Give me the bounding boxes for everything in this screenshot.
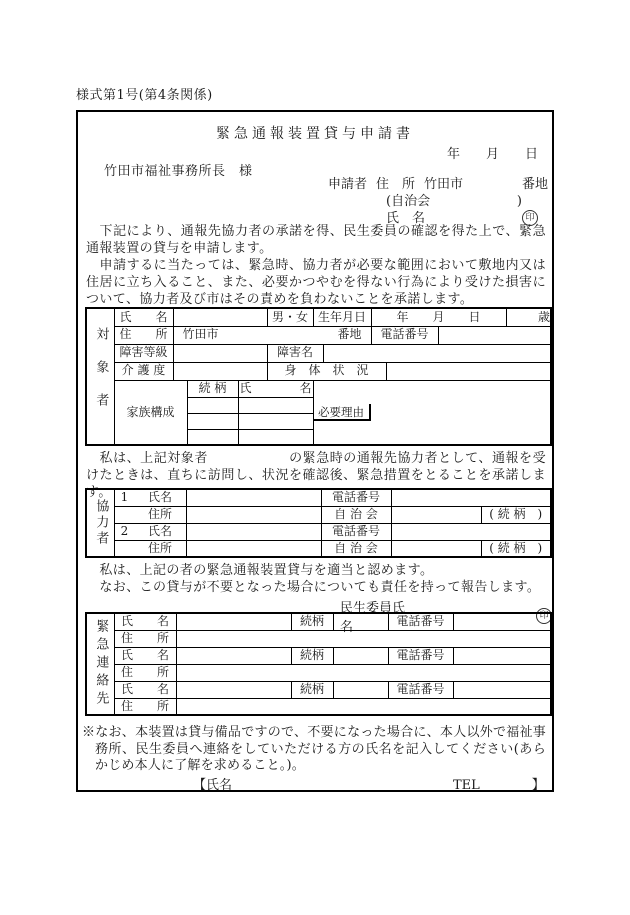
cooperator2-tel-value-cell: [391, 523, 551, 540]
emergency1-name-label: 氏 名: [114, 613, 176, 630]
applicant-label: 申請者: [328, 177, 368, 192]
applicant-address-row: [328, 176, 548, 193]
family-name-cell: [238, 397, 313, 413]
cooperator1-number-blank: [115, 508, 135, 521]
minsei-consent-line1: 私は、上記の者の緊急通報装置貸与を適当と認めます。: [86, 563, 434, 578]
cooperator-side-label: 協力者: [86, 489, 114, 557]
cooperator2-name-label-cell: [114, 523, 186, 540]
emergency2-relation-value-cell: [333, 647, 388, 664]
return-note-paragraph: ※なお、本装置は貸与備品ですので、不要になった場合に、本人以外で福祉事務所、民生委員へ連絡をしていただける方の氏名を記入してください(あらかじめ本人に了解を求めること。)。: [82, 725, 546, 773]
family-relation-cell: [187, 413, 238, 429]
emergency1-addr-label: 住 所: [114, 630, 176, 647]
emergency2-tel-value-cell: [453, 647, 551, 664]
cooperator-addr-label: 住所: [147, 540, 172, 555]
emergency2-name-value-cell: [176, 647, 291, 664]
cooperator1-number: 1: [120, 490, 129, 505]
emergency3-relation-label: 続柄: [291, 681, 333, 698]
cooperator-name-label: 氏名: [147, 523, 172, 538]
cooperator2-jichikai-value-cell: [391, 540, 481, 557]
emergency1-relation-value-cell: [333, 613, 388, 630]
intro-paragraph: 下記により、通報先協力者の承諾を得、民生委員の確認を得た上で、緊急通報装置の貸与を申請します。: [86, 224, 546, 256]
applicant-seal-icon: 印: [522, 210, 538, 226]
applicant-name-label: 氏 名: [386, 211, 426, 226]
cooperator1-tel-label: 電話番号: [321, 489, 391, 506]
consent-paragraph: 申請するに当たっては、緊急時、協力者が必要な範囲において敷地内又は住居に立ち入ること、また、必要かつやむを得ない行為により受けた損害について、協力者及び市はその責めを負わないことを承諾します。: [86, 258, 546, 307]
cooperator1-name-value-cell: [186, 489, 321, 506]
target-name-label: 氏 名: [114, 308, 173, 326]
target-address-value-cell: [173, 326, 371, 344]
cooperator1-addr-label-cell: [114, 506, 186, 523]
emergency2-name-label: 氏 名: [114, 647, 176, 664]
cooperator1-jichikai-label: 自 治 会: [321, 506, 391, 523]
emergency2-relation-label: 続柄: [291, 647, 333, 664]
emergency1-addr-value-cell: [176, 630, 551, 647]
cooperator2-tel-label: 電話番号: [321, 523, 391, 540]
cooperator-consent-paragraph: 私は、上記対象者 の緊急時の通報先協力者として、通報を受けたときは、直ちに訪問し、状況を確認後、緊急措置をとることを承諾します。: [86, 451, 546, 500]
cooperator-table: [85, 488, 552, 558]
target-person-table: [85, 307, 552, 446]
emergency1-relation-label: 続柄: [291, 613, 333, 630]
family-relation-header: 続 柄: [187, 380, 238, 397]
cooperator2-jichikai-label: 自 治 会: [321, 540, 391, 557]
cooperator1-addr-value-cell: [186, 506, 321, 523]
target-care-label: 介 護 度: [114, 362, 173, 380]
target-reason-cell: [313, 380, 551, 445]
emergency3-name-label: 氏 名: [114, 681, 176, 698]
target-body-value-cell: [386, 362, 551, 380]
emergency3-addr-label: 住 所: [114, 698, 176, 715]
family-name-cell: [238, 429, 313, 445]
cooperator1-name-label-cell: [114, 489, 186, 506]
target-family-label: 家族構成: [114, 380, 187, 445]
target-address-city: 竹田市: [182, 327, 219, 342]
minsei-consent-paragraph: [86, 563, 546, 597]
cooperator2-addr-label-cell: [114, 540, 186, 557]
target-sex-label: 男・女: [267, 308, 313, 326]
target-address-suffix: 番地: [337, 327, 362, 342]
applicant-address-suffix: 番地: [521, 177, 548, 192]
target-care-value-cell: [173, 362, 267, 380]
target-tel-value-cell: [438, 326, 551, 344]
emergency2-tel-label: 電話番号: [388, 647, 453, 664]
emergency3-addr-value-cell: [176, 698, 551, 715]
target-disability-label: 障害名: [267, 344, 323, 362]
minsei-seal-icon: 印: [536, 608, 552, 624]
emergency3-relation-value-cell: [333, 681, 388, 698]
emergency-side-label: 緊急連絡先: [86, 613, 114, 715]
family-name-header: 氏 名: [238, 380, 313, 397]
minsei-consent-line2: なお、この貸与が不要となった場合についても責任を持って報告します。: [86, 579, 541, 595]
cooperator2-addr-value-cell: [186, 540, 321, 557]
target-grade-value-cell: [173, 344, 267, 362]
target-address-label: 住 所: [114, 326, 173, 344]
cooperator1-tel-value-cell: [391, 489, 551, 506]
target-age-label: 歳: [506, 308, 551, 326]
date-blank-line: 年 月 日: [446, 147, 538, 162]
contact-fill-in-line: 【氏名 TEL 】: [193, 778, 545, 793]
cooperator-name-label: 氏名: [147, 490, 172, 505]
emergency2-addr-value-cell: [176, 664, 551, 681]
family-relation-cell: [187, 397, 238, 413]
target-grade-label: 障害等級: [114, 344, 173, 362]
target-name-value-cell: [173, 308, 267, 326]
minsei-name-label: 民生委員氏名: [340, 601, 406, 635]
cooperator1-jichikai-value-cell: [391, 506, 481, 523]
applicant-address-city: 竹田市: [424, 177, 464, 192]
target-reason-label: 必要理由: [314, 404, 371, 421]
applicant-jichikai-row: [328, 193, 548, 210]
applicant-block: [328, 176, 548, 227]
target-body-label: 身 体 状 況: [267, 362, 386, 380]
emergency1-tel-value-cell: [453, 613, 551, 630]
cooperator2-relation-cell: ( 続 柄 ): [481, 540, 551, 557]
addressee-line: 竹田市福祉事務所長 様: [104, 164, 253, 179]
target-birth-label: 生年月日: [313, 308, 371, 326]
family-name-cell: [238, 413, 313, 429]
cooperator1-relation-cell: ( 続 柄 ): [481, 506, 551, 523]
emergency2-addr-label: 住 所: [114, 664, 176, 681]
cooperator2-number-blank: [115, 542, 135, 555]
emergency1-tel-label: 電話番号: [388, 613, 453, 630]
emergency3-tel-value-cell: [453, 681, 551, 698]
cooperator-addr-label: 住所: [147, 506, 172, 521]
form-border-box: [76, 110, 554, 792]
form-code: 様式第1号(第4条関係): [76, 88, 213, 103]
emergency3-tel-label: 電話番号: [388, 681, 453, 698]
target-side-label: 対象者: [86, 308, 114, 445]
form-title: 緊急通報装置貸与申請書: [216, 126, 414, 142]
target-tel-label: 電話番号: [371, 326, 438, 344]
family-relation-cell: [187, 429, 238, 445]
applicant-address-label: 住 所: [376, 177, 416, 192]
emergency-contact-table: [85, 612, 552, 716]
target-birth-value-cell: 年 月 日: [371, 308, 506, 326]
jichikai-open: (自治会: [386, 194, 431, 209]
target-disability-value-cell: [323, 344, 551, 362]
cooperator2-number: 2: [120, 523, 129, 538]
emergency3-name-value-cell: [176, 681, 291, 698]
cooperator2-name-value-cell: [186, 523, 321, 540]
emergency1-name-value-cell: [176, 613, 291, 630]
jichikai-close: ): [516, 194, 522, 209]
